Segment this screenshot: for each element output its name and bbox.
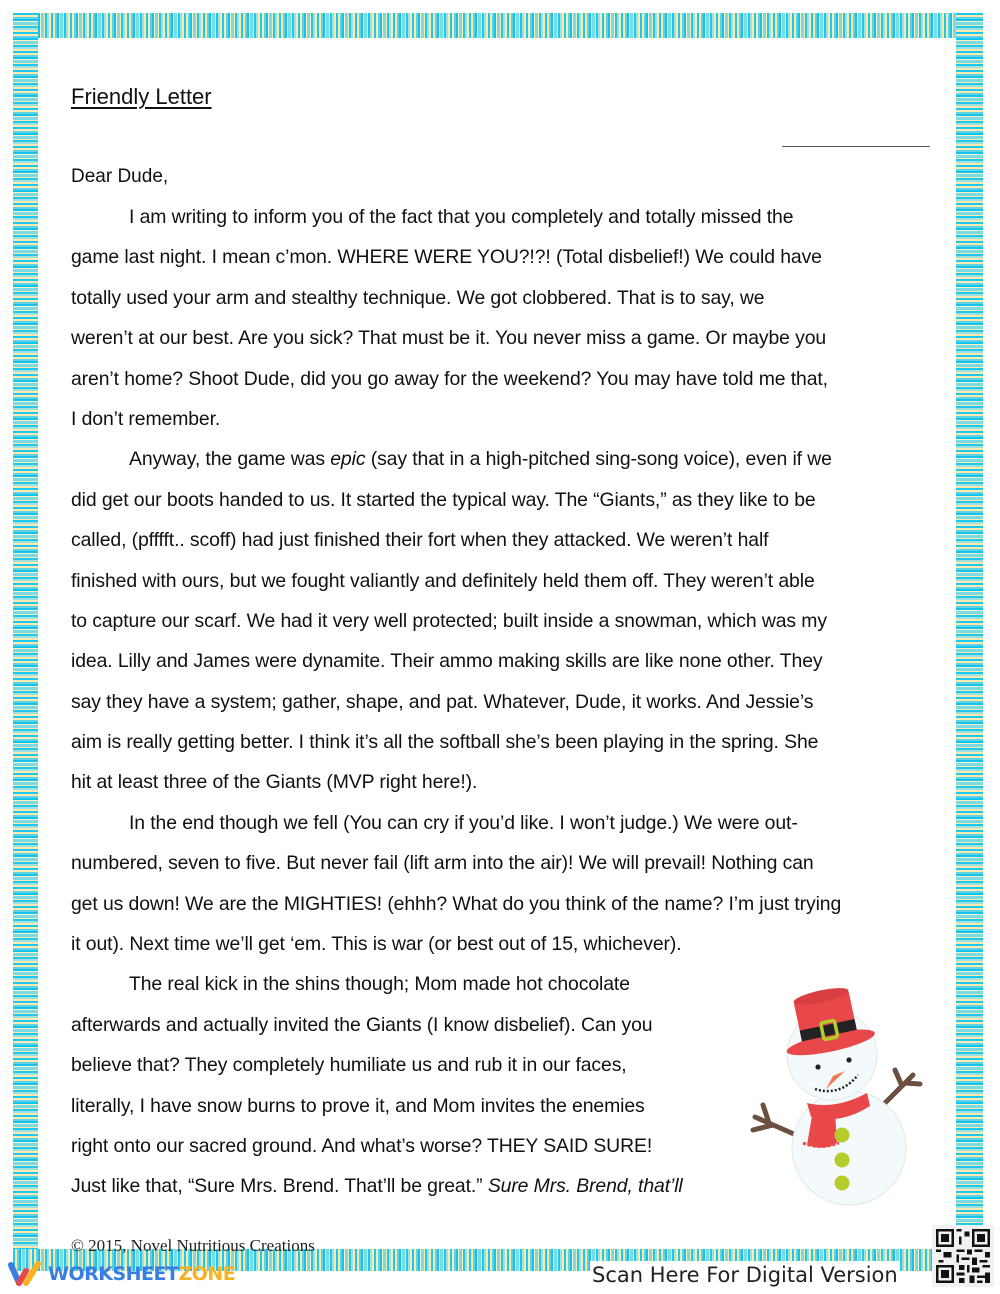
text-segment: afterwards and actually invited the Giants (I know disbelief). Can you: [71, 1013, 653, 1036]
text-segment: idea. Lilly and James were dynamite. Their ammo making skills are like none other. They: [71, 650, 823, 673]
letter-line: [71, 722, 933, 762]
document-title: Friendly Letter: [71, 84, 212, 109]
text-segment: aren’t home? Shoot Dude, did you go away for the weekend? You may have told me that,: [71, 367, 828, 390]
letter-line: [71, 641, 933, 681]
text-segment: Just like that, “Sure Mrs. Brend. That’ll be great.”: [71, 1175, 488, 1198]
copyright-notice: © 2015, Novel Nutritious Creations: [71, 1236, 315, 1255]
right-arm-icon: [885, 1070, 920, 1103]
text-segment: hit at least three of the Giants (MVP right here!).: [71, 771, 478, 794]
letter-greeting: Dear Dude,: [71, 166, 169, 187]
decorative-border-right: [956, 13, 983, 1243]
text-segment: literally, I have snow burns to prove it, and Mom invites the enemies: [71, 1094, 645, 1117]
letter-line: [71, 197, 933, 237]
logo-word-worksheet: WORKSHEET: [48, 1263, 179, 1285]
text-segment: I am writing to inform you of the fact that you completely and totally missed the: [129, 206, 794, 228]
text-segment: finished with ours, but we fought valiantly and definitely held them off. They weren’t able: [71, 569, 815, 592]
text-segment: totally used your arm and stealthy technique. We got clobbered. That is to say, we: [71, 286, 765, 309]
decorative-border-top: [13, 13, 983, 38]
text-segment: weren’t at our best. Are you sick? That must be it. You never miss a game. Or maybe you: [71, 327, 827, 350]
letter-line: [71, 843, 933, 883]
letter-line: [71, 762, 933, 802]
scan-here-label: Scan Here For Digital Version: [592, 1263, 898, 1287]
text-segment: (say that in a high-pitched sing-song voice), even if we: [365, 448, 832, 471]
letter-line: [71, 924, 933, 964]
letter-line: [71, 520, 933, 560]
text-segment: to capture our scarf. We had it very well protected; built inside a snowman, which was my: [71, 609, 827, 632]
letter-line: [71, 359, 933, 399]
text-segment: The real kick in the shins though; Mom made hot chocolate: [129, 973, 630, 996]
text-segment: In the end though we fell (You can cry if you’d like. I won’t judge.) We were out-: [129, 811, 798, 834]
letter-line: [71, 884, 933, 924]
text-segment: say they have a system; gather, shape, and pat. Whatever, Dude, it works. And Jessie’s: [71, 690, 814, 713]
text-segment: did get our boots handed to us. It started the typical way. The “Giants,” as they like to be: [71, 488, 816, 511]
worksheetzone-logo[interactable]: [8, 1260, 235, 1288]
text-segment: I don’t remember.: [71, 407, 221, 430]
text-segment: called, (pfffft.. scoff) had just finished their fort when they attacked. We weren’t half: [71, 529, 769, 552]
letter-line: [71, 237, 933, 277]
text-segment: it out). Next time we’ll get ‘em. This is war (or best out of 15, whichever).: [71, 933, 682, 956]
letter-line: [71, 318, 933, 358]
text-segment: believe that? They completely humiliate us and rub it in our faces,: [71, 1054, 627, 1077]
date-blank-line: [782, 146, 930, 147]
text-segment: Anyway, the game was: [129, 448, 331, 471]
letter-line: [71, 439, 933, 479]
snowman-illustration: [745, 985, 935, 1220]
letter-line: [71, 278, 933, 318]
letter-line: [71, 682, 933, 722]
letter-line: [71, 803, 933, 843]
qr-code[interactable]: [932, 1225, 994, 1287]
text-segment: game last night. I mean c’mon. WHERE WERE YOU?!?! (Total disbelief!) We could have: [71, 246, 822, 269]
letter-line: [71, 561, 933, 601]
logo-word-zone: ZONE: [178, 1263, 236, 1285]
letter-line: [71, 399, 933, 439]
qr-code-icon: [936, 1229, 990, 1283]
decorative-border-left: [13, 13, 38, 1271]
letter-line: [71, 601, 933, 641]
text-segment: aim is really getting better. I think it’s all the softball she’s been playing in the spring. She: [71, 731, 819, 754]
text-segment: get us down! We are the MIGHTIES! (ehhh? What do you think of the name? I’m just trying: [71, 892, 842, 915]
text-segment: right onto our sacred ground. And what’s worse? THEY SAID SURE!: [71, 1134, 653, 1157]
worksheetzone-logo-icon: [8, 1261, 44, 1287]
text-segment: numbered, seven to five. But never fail (lift arm into the air)! We will prevail! Nothing can: [71, 852, 814, 875]
letter-line: [71, 480, 933, 520]
italic-text: Sure Mrs. Brend, that’ll: [487, 1175, 683, 1198]
italic-text: epic: [330, 448, 366, 471]
